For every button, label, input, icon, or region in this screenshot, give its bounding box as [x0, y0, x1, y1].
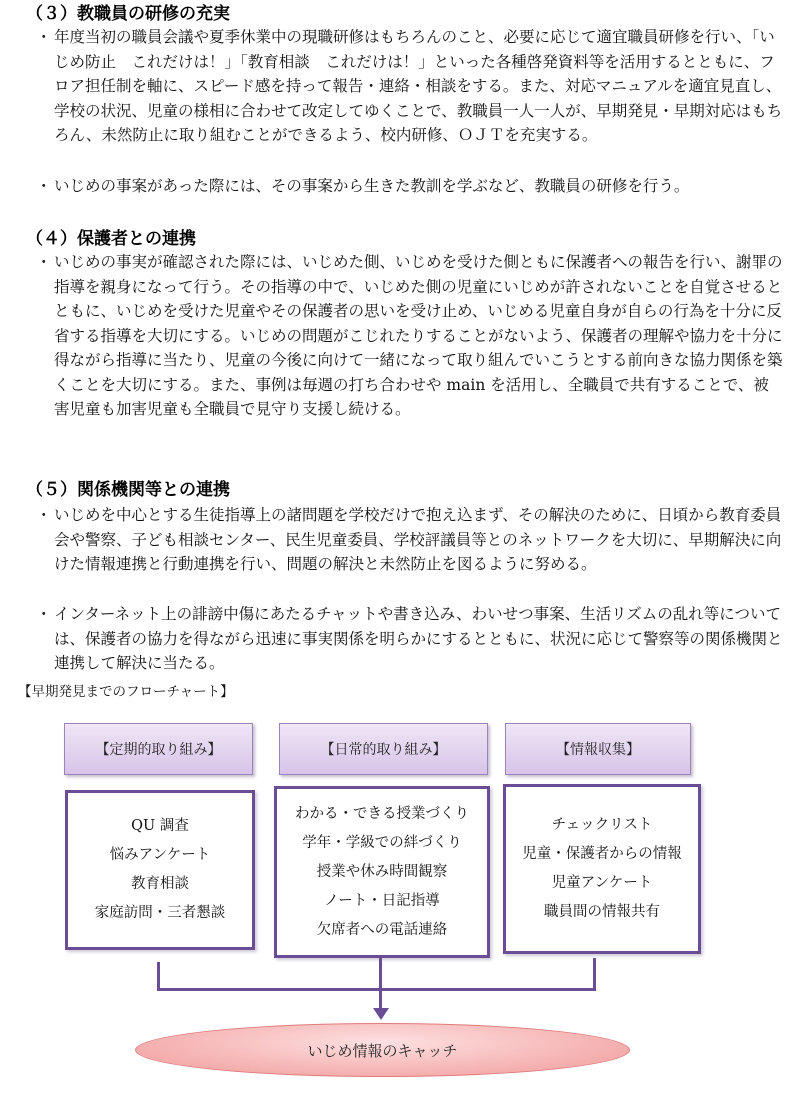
flow-item: 児童・保護者からの情報: [522, 846, 682, 862]
flow-item: 授業や休み時間観察: [316, 863, 448, 880]
training-bullet-1: ・ 年度当初の職員会議や夏季休業中の現職研修はもちろんのこと、必要に応じて適宜職員研修を行い、「いじめ防止 これだけは！」「教育相談 これだけは！」といった各種啓発資料等を活用するとともに、フロア担任制を軸に、スピード感を持って報告・連絡・相談をする。また、対応マニュアルを適宜見直し、学校の状況、児童の様相に合わせて改定してゆくことで、教職員一人一人が、早期発見・早期対応はもちろん、未然防止に取り組むことができるよう、校内研修、ＯＪＴを充実する。: [36, 25, 784, 148]
flow-item: 家庭訪問・三者懇談: [94, 905, 226, 921]
flow-header-daily: 【日常的取り組み】: [279, 723, 488, 775]
connector-left: [157, 962, 160, 990]
flow-item: 悩みアンケート: [109, 847, 211, 863]
flow-item: わかる・できる授業づくり: [295, 805, 469, 822]
flow-item: チェックリスト: [551, 817, 653, 833]
flowchart-caption: 【早期発見までのフローチャート】: [18, 684, 234, 700]
agencies-bullet-1: ・ いじめを中心とする生徒指導上の諸問題を学校だけで抱え込まず、その解決のために、日頃から教育委員会や警察、子ども相談センター、民生児童委員、学校評議員等とのネットワークを大切に、早期解決に向けた情報連携と行動連携を行い、問題の解決と未然防止を図るように努める。: [36, 503, 784, 577]
flow-item: QU 調査: [131, 818, 189, 834]
connector-horizontal: [157, 988, 596, 991]
flow-item: 欠席者への電話連絡: [316, 921, 448, 938]
result-ellipse: いじめ情報のキャッチ: [135, 1023, 630, 1077]
section-title-agencies: （５）関係機関等との連携: [26, 480, 230, 500]
arrow-down-icon: [373, 1008, 389, 1020]
flow-box-regular: [65, 790, 255, 950]
flow-item: 職員間の情報共有: [544, 904, 660, 920]
flow-item: 教育相談: [131, 876, 189, 892]
connector-center: [379, 958, 382, 990]
guardians-bullet-1: ・ いじめの事実が確認された際には、いじめた側、いじめを受けた側ともに保護者への報告を行い、謝罪の指導を親身になって行う。その指導の中で、いじめた側の児童にいじめが許されないことを自覚させるとともに、いじめを受けた児童やその保護者の思いを受け止め、いじめる児童自身が自らの行為を十分に反省する指導を大切にする。いじめの問題がこじれたりすることがないよう、保護者の理解や協力を十分に得ながら指導に当たり、児童の今後に向けて一緒になって取り組んでいこうとする前向きな協力関係を築くことを大切にする。また、事例は毎週の打ち合わせや main を活用し、全職員で共有することで、被害児童も加害児童も全職員で見守り支援し続ける。: [36, 250, 784, 422]
training-bullet-2: ・ いじめの事案があった際には、その事案から生きた教訓を学ぶなど、教職員の研修を行う。: [36, 174, 784, 199]
flow-item: 児童アンケート: [551, 875, 653, 891]
flow-item: ノート・日記指導: [324, 892, 440, 909]
flow-box-daily: [274, 786, 490, 958]
connector-right: [593, 958, 596, 990]
connector-down: [379, 990, 382, 1010]
flow-item: 学年・学級での絆づくり: [302, 834, 462, 851]
flow-header-info: 【情報収集】: [505, 723, 691, 775]
flow-box-info: [503, 784, 701, 954]
flow-header-regular: 【定期的取り組み】: [64, 723, 253, 775]
agencies-bullet-2: ・ インターネット上の誹謗中傷にあたるチャットや書き込み、わいせつ事案、生活リズムの乱れ等については、保護者の協力を得ながら迅速に事実関係を明らかにするとともに、状況に応じて警察等の関係機関と連携して解決に当たる。: [36, 602, 784, 676]
section-title-training: （３）教職員の研修の充実: [26, 4, 230, 24]
section-title-guardians: （４）保護者との連携: [26, 229, 196, 249]
